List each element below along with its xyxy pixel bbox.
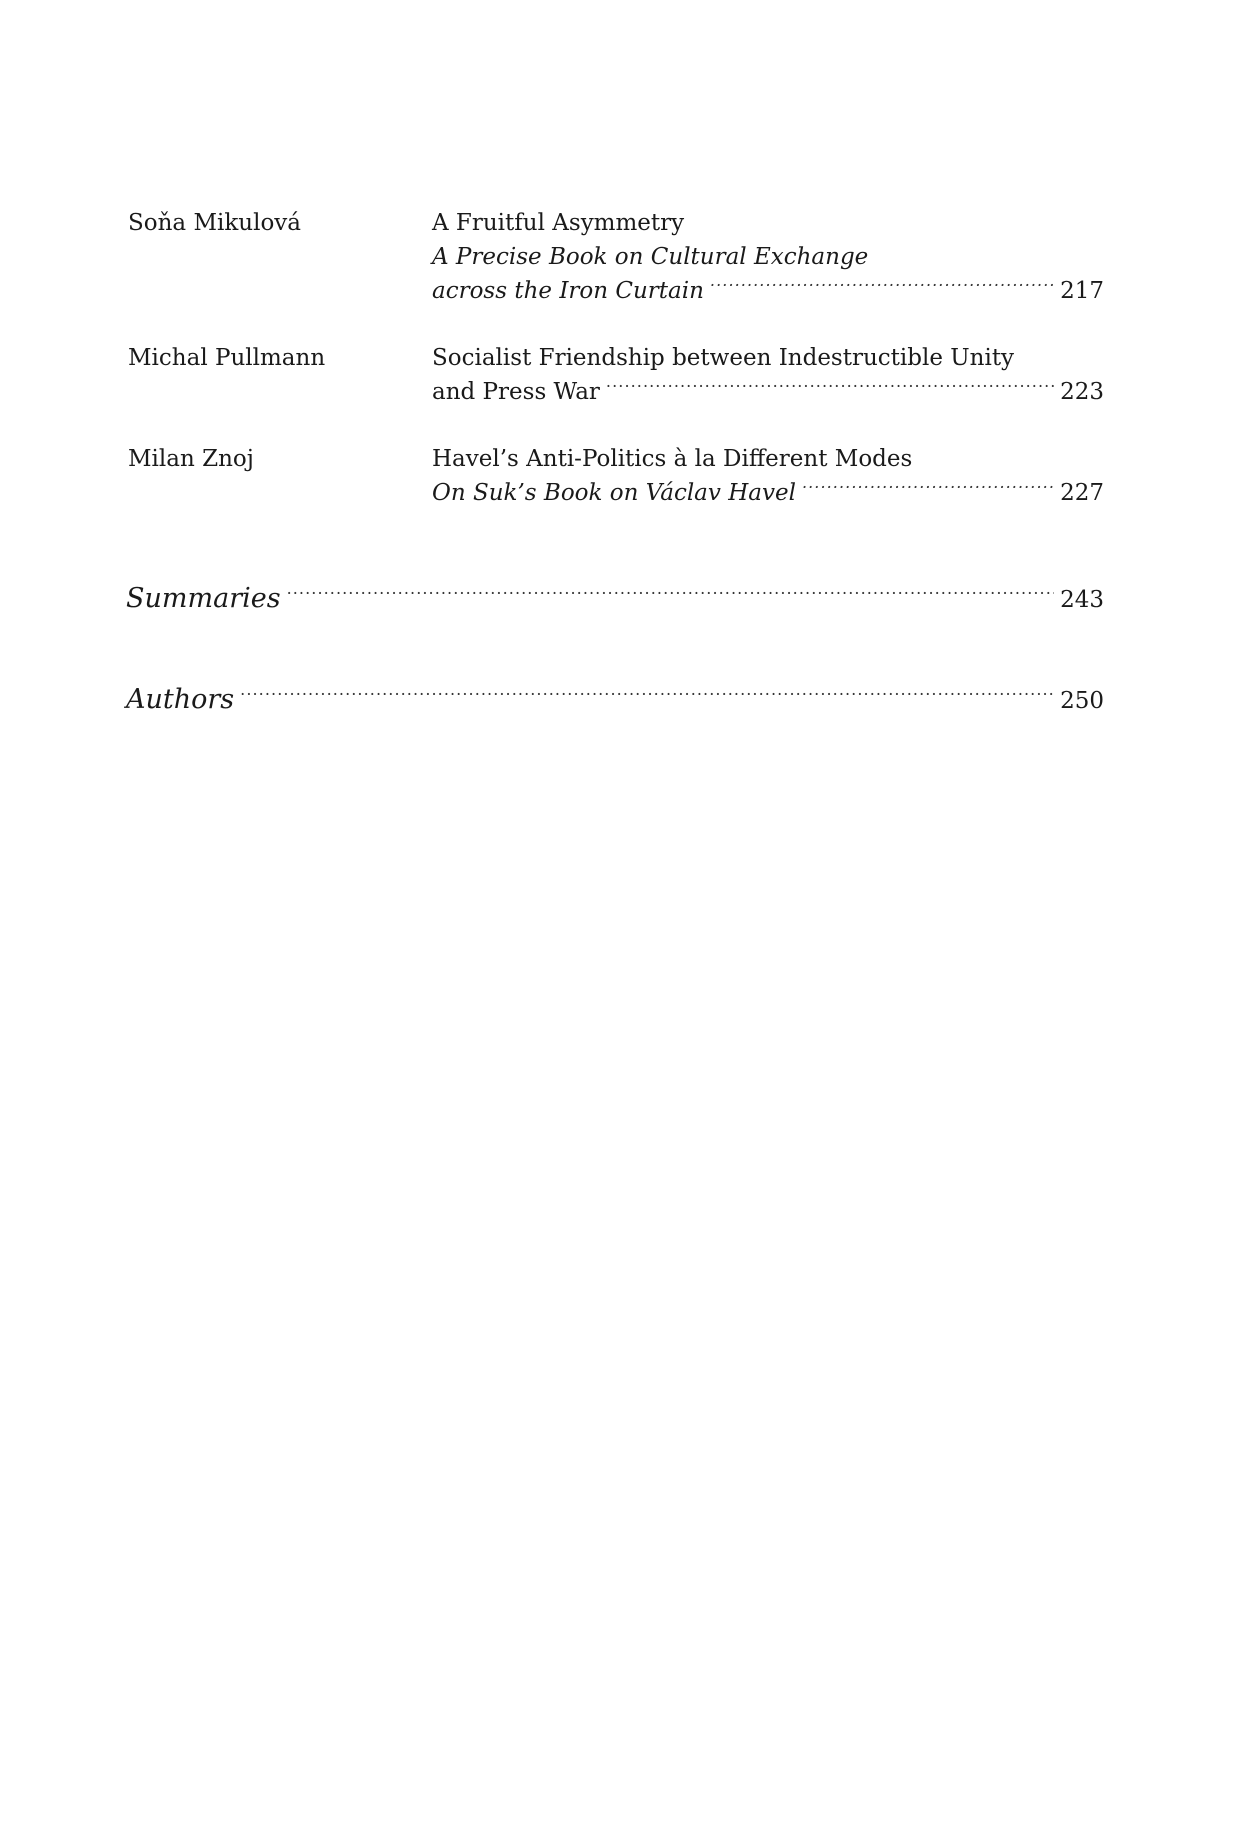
entry-leader-line <box>432 274 1104 308</box>
entry-page-number: 223 <box>1060 379 1104 405</box>
dot-leader <box>710 275 1054 298</box>
entry-leader-line <box>432 476 1104 510</box>
toc-section-authors <box>126 681 1104 719</box>
dot-leader <box>802 477 1054 500</box>
entry-page-number: 227 <box>1060 480 1104 506</box>
entry-titles <box>432 206 1104 308</box>
dot-leader <box>240 681 1054 708</box>
section-label: Summaries <box>126 583 281 614</box>
toc-entry-mikulova <box>128 206 1104 308</box>
entry-leader-line <box>432 375 1104 409</box>
entry-title: and Press War <box>432 379 600 405</box>
entry-title: Havel’s Anti-Politics à la Different Modes <box>432 446 913 472</box>
entry-author: Soňa Mikulová <box>128 210 302 236</box>
entry-author: Milan Znoj <box>128 446 254 472</box>
entry-author: Michal Pullmann <box>128 345 326 371</box>
toc-entries <box>128 206 1104 543</box>
entry-titles <box>432 341 1104 409</box>
section-page-number: 250 <box>1060 688 1104 714</box>
entry-title: A Fruitful Asymmetry <box>432 210 685 236</box>
dot-leader <box>606 376 1054 399</box>
entry-subtitle: A Precise Book on Cultural Exchange <box>432 244 869 270</box>
toc-section-summaries <box>126 580 1104 618</box>
entry-subtitle: across the Iron Curtain <box>432 278 704 304</box>
entry-titles <box>432 442 1104 510</box>
entry-page-number: 217 <box>1060 278 1104 304</box>
dot-leader <box>287 580 1055 607</box>
section-label: Authors <box>126 684 235 715</box>
section-page-number: 243 <box>1060 587 1104 613</box>
toc-entry-pullmann <box>128 341 1104 409</box>
entry-title: Socialist Friendship between Indestructible Unity <box>432 345 1015 371</box>
entry-subtitle: On Suk’s Book on Václav Havel <box>432 480 796 506</box>
toc-entry-znoj <box>128 442 1104 510</box>
